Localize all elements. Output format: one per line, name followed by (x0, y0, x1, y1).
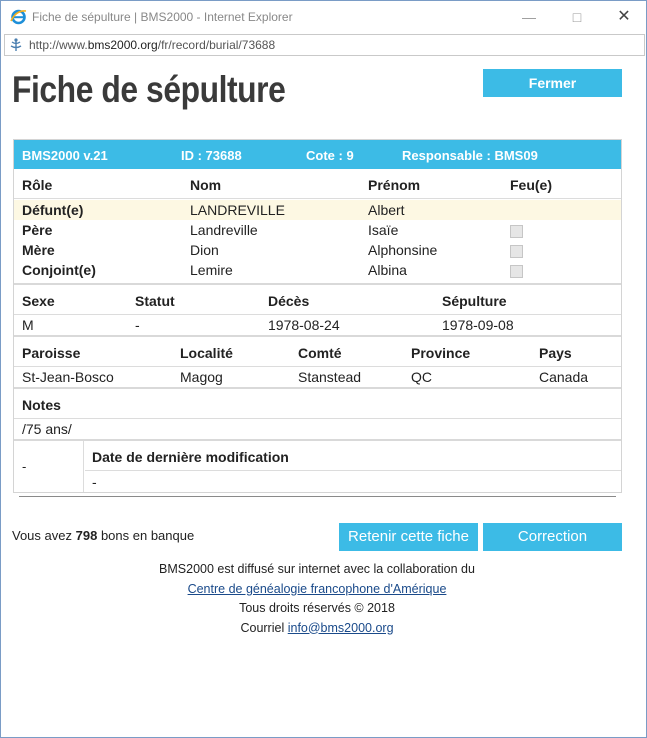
url-path: /fr/record/burial/73688 (157, 38, 276, 52)
modif-header: Date de dernière modification (92, 449, 289, 465)
page-content (2, 58, 646, 737)
table-row (14, 367, 621, 387)
burial-record (13, 139, 622, 493)
notes-header: Notes (22, 397, 61, 413)
col-header-comte: Comté (298, 345, 342, 361)
col-header-sexe: Sexe (22, 293, 55, 309)
notes-section (14, 389, 621, 441)
value-province: QC (411, 369, 432, 385)
ie-logo-icon (10, 8, 27, 25)
notes-value: /75 ans/ (22, 421, 72, 437)
page-favicon-icon (8, 37, 24, 53)
col-header-statut: Statut (135, 293, 175, 309)
table-row (14, 260, 621, 280)
people-header-row (14, 169, 621, 199)
record-cote: Cote : 9 (306, 148, 354, 163)
table-row (14, 240, 621, 260)
people-section (14, 169, 621, 285)
table-row (14, 220, 621, 240)
value-paroisse: St-Jean-Bosco (22, 369, 114, 385)
feu-checkbox[interactable] (510, 225, 523, 238)
event-section (14, 285, 621, 337)
record-header (14, 140, 621, 169)
col-header-feu: Feu(e) (510, 177, 552, 193)
person-role: Mère (22, 242, 55, 258)
value-sexe: M (22, 317, 34, 333)
page-title: Fiche de sépulture (12, 69, 286, 110)
place-section (14, 337, 621, 389)
value-sepulture: 1978-09-08 (442, 317, 514, 333)
col-header-sepulture: Sépulture (442, 293, 507, 309)
footer-line1: BMS2000 est diffusé sur internet avec la collaboration du (159, 562, 475, 576)
person-prenom: Isaïe (368, 222, 399, 238)
value-pays: Canada (539, 369, 589, 385)
retain-record-button[interactable]: Retenir cette fiche (339, 523, 478, 551)
record-version: BMS2000 v.21 (22, 148, 108, 163)
event-header-row (14, 285, 621, 315)
col-header-deces: Décès (268, 293, 310, 309)
person-nom: LANDREVILLE (190, 202, 285, 218)
person-nom: Dion (190, 242, 219, 258)
col-header-prenom: Prénom (368, 177, 421, 193)
modif-left-value: - (22, 459, 27, 474)
notes-header-row (14, 389, 621, 419)
person-prenom: Albina (368, 262, 407, 278)
col-header-role: Rôle (22, 177, 53, 193)
title-bar[interactable] (1, 1, 646, 33)
maximize-icon[interactable]: □ (572, 9, 582, 25)
person-role: Conjoint(e) (22, 262, 96, 278)
modif-left-cell (14, 441, 84, 492)
url-text[interactable] (29, 38, 275, 52)
table-row (14, 315, 621, 335)
close-button[interactable]: Fermer (483, 69, 622, 97)
modif-header-row (85, 441, 621, 471)
modif-value: - (92, 474, 97, 490)
col-header-province: Province (411, 345, 471, 361)
correction-button[interactable]: Correction (483, 523, 622, 551)
email-link[interactable]: info@bms2000.org (287, 620, 394, 635)
feu-checkbox[interactable] (510, 245, 523, 258)
cgfa-link[interactable]: Centre de généalogie francophone d'Amérique (187, 581, 447, 596)
value-comte: Stanstead (298, 369, 362, 385)
record-id: ID : 73688 (181, 148, 242, 163)
url-prefix: http://www. (29, 38, 88, 52)
table-row (14, 200, 621, 220)
place-header-row (14, 337, 621, 367)
footer (2, 560, 632, 638)
footer-contact (2, 619, 632, 639)
col-header-pays: Pays (539, 345, 572, 361)
value-deces: 1978-08-24 (268, 317, 340, 333)
courriel-label: Courriel (240, 620, 285, 635)
feu-checkbox[interactable] (510, 265, 523, 278)
minimize-icon[interactable]: — (522, 9, 536, 25)
table-row (14, 419, 621, 439)
modification-section (14, 441, 621, 492)
bank-prefix: Vous avez (12, 528, 72, 543)
person-nom: Lemire (190, 262, 233, 278)
col-header-localite: Localité (180, 345, 233, 361)
person-role: Père (22, 222, 53, 238)
value-statut: - (135, 317, 140, 333)
url-host: bms2000.org (87, 38, 158, 52)
close-icon[interactable]: ✕ (617, 8, 631, 25)
col-header-paroisse: Paroisse (22, 345, 81, 361)
window-title: Fiche de sépulture | BMS2000 - Internet Explorer (32, 10, 293, 24)
value-localite: Magog (180, 369, 223, 385)
bank-count: 798 (75, 528, 98, 543)
divider (19, 496, 616, 497)
record-responsable: Responsable : BMS09 (402, 148, 538, 163)
bank-balance (12, 528, 194, 543)
person-role: Défunt(e) (22, 202, 84, 218)
footer-copyright: Tous droits réservés © 2018 (239, 601, 395, 615)
person-prenom: Alphonsine (368, 242, 438, 258)
person-nom: Landreville (190, 222, 258, 238)
person-prenom: Albert (368, 202, 405, 218)
address-bar[interactable] (4, 34, 645, 56)
bank-suffix: bons en banque (100, 528, 195, 543)
col-header-nom: Nom (190, 177, 222, 193)
